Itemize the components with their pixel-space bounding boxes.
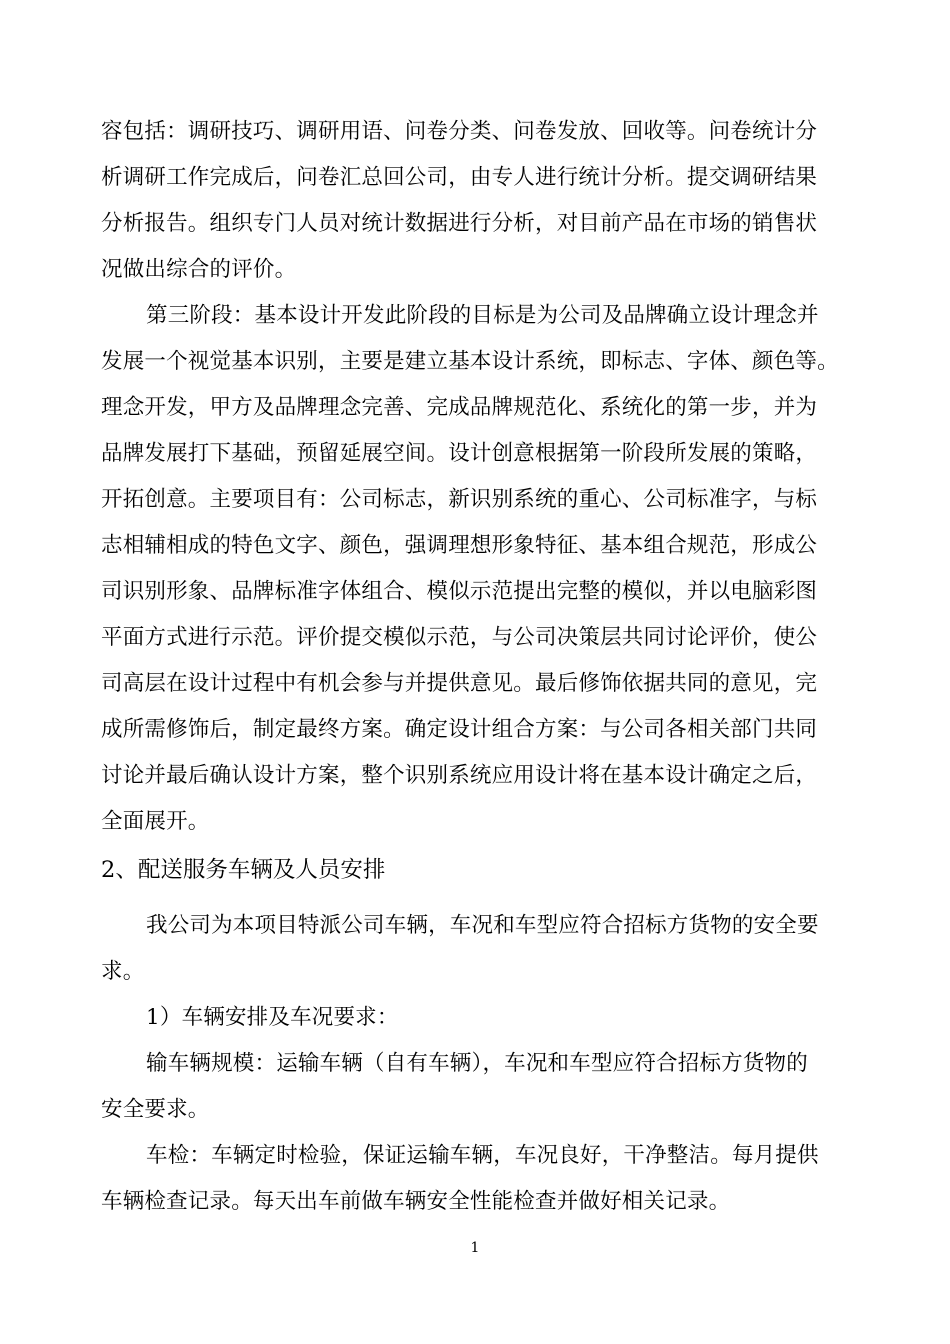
paragraph-2-line-1: 第三阶段：基本设计开发此阶段的目标是为公司及品牌确立设计理念并	[146, 303, 819, 328]
paragraph-2-line-12: 全面展开。	[101, 809, 210, 834]
paragraph-2-line-2: 发展一个视觉基本识别，主要是建立基本设计系统，即标志、字体、颜色等。	[101, 349, 839, 374]
paragraph-5-line-2: 车辆检查记录。每天出车前做车辆安全性能检查并做好相关记录。	[101, 1189, 731, 1214]
paragraph-3-line-2: 求。	[101, 959, 145, 984]
paragraph-3-line-1: 我公司为本项目特派公司车辆，车况和车型应符合招标方货物的安全要	[146, 913, 819, 938]
paragraph-2-line-4: 品牌发展打下基础，预留延展空间。设计创意根据第一阶段所发展的策略，	[101, 441, 818, 466]
list-item-1: 1）车辆安排及车况要求：	[146, 1005, 399, 1030]
paragraph-1-line-4: 况做出综合的评价。	[101, 257, 297, 282]
paragraph-2-line-3: 理念开发，甲方及品牌理念完善、完成品牌规范化、系统化的第一步，并为	[101, 395, 818, 420]
paragraph-2-line-6: 志相辅相成的特色文字、颜色，强调理想形象特征、基本组合规范，形成公	[101, 533, 818, 558]
paragraph-1-line-3: 分析报告。组织专门人员对统计数据进行分析，对目前产品在市场的销售状	[101, 211, 818, 236]
page-number: 1	[470, 1240, 480, 1256]
paragraph-2-line-9: 司高层在设计过程中有机会参与并提供意见。最后修饰依据共同的意见，完	[101, 671, 818, 696]
paragraph-2-line-5: 开拓创意。主要项目有：公司标志，新识别系统的重心、公司标准字，与标	[101, 487, 818, 512]
paragraph-2-line-8: 平面方式进行示范。评价提交模似示范，与公司决策层共同讨论评价，使公	[101, 625, 818, 650]
paragraph-2-line-7: 司识别形象、品牌标准字体组合、模似示范提出完整的模似，并以电脑彩图	[101, 579, 818, 604]
paragraph-4-line-1: 输车辆规模：运输车辆（自有车辆），车况和车型应符合招标方货物的	[146, 1051, 808, 1076]
paragraph-4-line-2: 安全要求。	[101, 1097, 210, 1122]
section-heading: 2、配送服务车辆及人员安排	[101, 857, 386, 883]
paragraph-2-line-11: 讨论并最后确认设计方案，整个识别系统应用设计将在基本设计确定之后，	[101, 763, 818, 788]
paragraph-2-line-10: 成所需修饰后，制定最终方案。确定设计组合方案：与公司各相关部门共同	[101, 717, 818, 742]
paragraph-5-line-1: 车检：车辆定时检验，保证运输车辆，车况良好，干净整洁。每月提供	[146, 1143, 819, 1168]
paragraph-1-line-1: 容包括：调研技巧、调研用语、问卷分类、问卷发放、回收等。问卷统计分	[101, 119, 818, 144]
paragraph-1-line-2: 析调研工作完成后，问卷汇总回公司，由专人进行统计分析。提交调研结果	[101, 165, 818, 190]
